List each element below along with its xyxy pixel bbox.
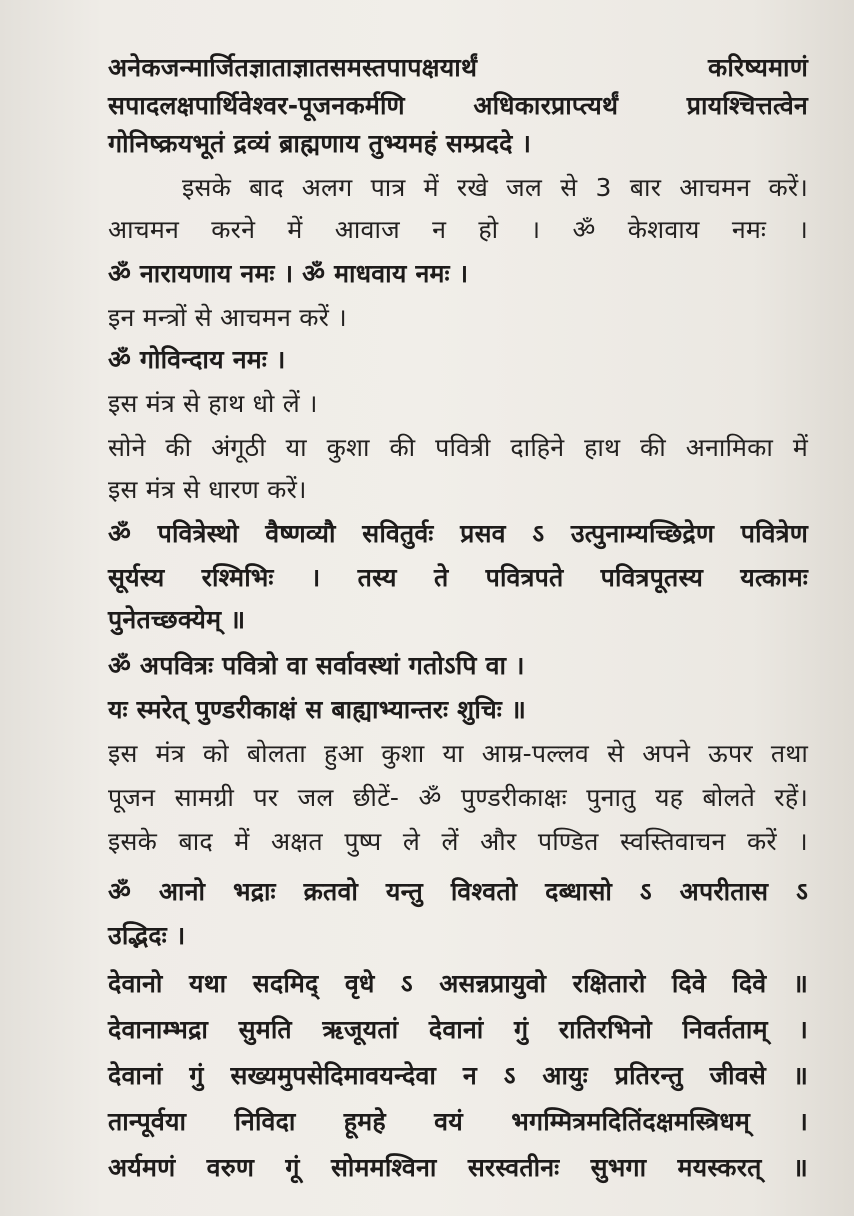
text-line: तान्पूर्वया निविदा हूमहे वयं भगम्मित्रमदितिंदक्षमस्त्रिधम् । [108,1107,808,1136]
text-line: ॐ अपवित्रः पवित्रो वा सर्वावस्थां गतोऽपि वा । [108,651,525,680]
text-line: इस मंत्र को बोलता हुआ कुशा या आम्र-पल्लव से अपने ऊपर तथा [108,739,808,768]
text-line: यः स्मरेत् पुण्डरीकाक्षं स बाह्याभ्यान्तरः शुचिः ॥ [108,695,527,724]
text-line: ॐ आनो भद्राः क्रतवो यन्तु विश्वतो दब्धासो ऽ अपरीतास ऽ [108,877,808,906]
text-line: इसके बाद अलग पात्र में रखे जल से 3 बार आचमन करें। [182,173,808,202]
text-line: आचमन करने में आवाज न हो । ॐ केशवाय नमः । [108,215,808,244]
text-line: ॐ पवित्रेस्थो वैष्णव्यौ सवितुर्वः प्रसव ऽ उत्पुनाम्यच्छिद्रेण पवित्रेण [108,519,808,548]
text-line: सोने की अंगूठी या कुशा की पवित्री दाहिने हाथ की अनामिका में [108,433,808,462]
text-line: अर्यमणं वरुण गूं सोममश्विना सरस्वतीनः सुभगा मयस्करत् ॥ [108,1153,808,1182]
text-line: देवानो यथा सदमिद् वृधे ऽ असन्नप्रायुवो रक्षितारो दिवे दिवे ॥ [108,969,808,998]
text-line: इस मंत्र से धारण करें। [108,475,307,504]
text-line: देवानां गुं सख्यमुपसेदिमावयन्देवा न ऽ आयुः प्रतिरन्तु जीवसे ॥ [108,1061,808,1090]
text-line: पूजन सामग्री पर जल छीटें- ॐ पुण्डरीकाक्षः पुनातु यह बोलते रहें। [108,783,808,812]
text-line: सूर्यस्य रश्मिभिः । तस्य ते पवित्रपते पवित्रपूतस्य यत्कामः [108,563,808,592]
text-line: ॐ गोविन्दाय नमः । [108,345,286,374]
text-line: इस मंत्र से हाथ धो लें । [108,389,318,418]
text-line: उद्भिदः । [108,921,186,950]
text-line: इसके बाद में अक्षत पुष्प ले लें और पण्डित स्वस्तिवाचन करें । [108,827,808,856]
text-line: ॐ नारायणाय नमः । ॐ माधवाय नमः । [108,259,469,288]
text-line: देवानाम्भद्रा सुमति ऋजूयतां देवानां गुं रातिरभिनो निवर्तताम् । [108,1015,808,1044]
text-line: अनेकजन्मार्जितज्ञाताज्ञातसमस्तपापक्षयार्थं करिष्यमाणं [108,53,808,82]
text-line: इन मन्त्रों से आचमन करें । [108,303,347,332]
text-line: सपादलक्षपार्थिवेश्वर-पूजनकर्मणि अधिकारप्राप्त्यर्थं प्रायश्चित्तत्वेन [108,91,808,120]
text-line: पुनेतच्छक्येम् ॥ [108,605,246,634]
text-line: गोनिष्क्रयभूतं द्रव्यं ब्राह्मणाय तुभ्यमहं सम्प्रददे । [108,129,532,158]
